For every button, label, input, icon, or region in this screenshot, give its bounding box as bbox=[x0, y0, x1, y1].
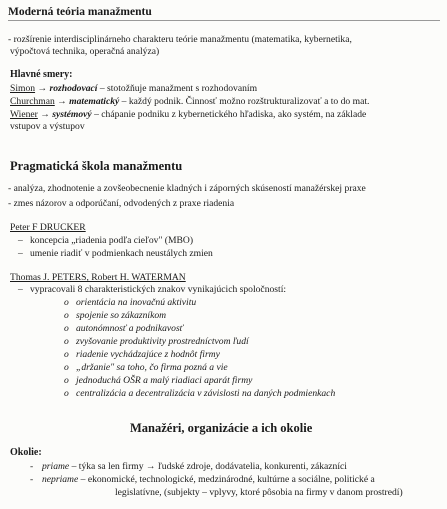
circle-bullet: o bbox=[64, 362, 69, 373]
drucker-name: Peter F DRUCKER bbox=[10, 222, 86, 233]
arrow-icon: → bbox=[40, 109, 50, 120]
pragmatic-desc-line1: - analýza, zhodnotenie a zovšeobecnenie kladných i záporných skúseností manažérskej praxe bbox=[8, 183, 366, 194]
dash-bullet: – bbox=[18, 284, 23, 295]
peters-item bbox=[64, 375, 252, 387]
arrow-icon: → bbox=[57, 96, 67, 107]
okolie-nepriame bbox=[30, 474, 375, 486]
churchman-desc: – každý podnik. Činnosť možno rozštrukturalizovať a to do mat. bbox=[119, 96, 370, 107]
trend-churchman bbox=[10, 96, 369, 108]
peters-item bbox=[64, 310, 166, 322]
simon-desc: – stotožňuje manažment s rozhodovaním bbox=[97, 83, 258, 94]
peters-item-text: orientácia na inovačnú aktivitu bbox=[76, 297, 197, 308]
peters-item-text: „držanie" sa toho, čo firma pozná a vie bbox=[76, 362, 228, 373]
circle-bullet: o bbox=[64, 310, 69, 321]
section-title-managers: Manažéri, organizácie a ich okolie bbox=[130, 421, 313, 435]
circle-bullet: o bbox=[64, 388, 69, 399]
simon-term: rozhodovací bbox=[49, 83, 98, 94]
section-title-modern-theory: Moderná teória manažmentu bbox=[8, 6, 152, 18]
dash-bullet: - bbox=[30, 474, 34, 485]
peters-item bbox=[64, 362, 228, 374]
pragmatic-desc-line2: - zmes názorov a odporúčaní, odvodených z praxe riadenia bbox=[8, 198, 235, 209]
simon-name: Simon bbox=[10, 83, 36, 94]
peters-item-text: riadenie vychádzajúce z hodnôt firmy bbox=[76, 349, 220, 360]
churchman-term: matematický bbox=[69, 96, 120, 107]
nepriame-desc: – ekonomické, technologické, medzinárodné, kultúrne a sociálne, politické a bbox=[78, 474, 375, 485]
peters-item bbox=[64, 336, 249, 348]
peters-item bbox=[64, 297, 196, 309]
drucker-item bbox=[18, 235, 193, 247]
peters-item bbox=[64, 388, 335, 400]
circle-bullet: o bbox=[64, 297, 69, 308]
circle-bullet: o bbox=[64, 323, 69, 334]
dash-bullet: – bbox=[18, 235, 23, 246]
peters-item bbox=[64, 323, 183, 335]
okolie-priame bbox=[30, 461, 347, 473]
trend-wiener bbox=[10, 109, 366, 121]
peters-item-text: jednoduchá OŠR a malý riadiaci aparát firmy bbox=[76, 375, 253, 386]
peters-waterman-name: Thomas J. PETERS, Robert H. WATERMAN bbox=[10, 272, 186, 283]
circle-bullet: o bbox=[64, 375, 69, 386]
dash-bullet: – bbox=[18, 248, 23, 259]
trend-simon bbox=[10, 83, 257, 95]
dash-bullet: - bbox=[30, 461, 34, 472]
drucker-item-text: umenie riadiť v podmienkach neustálych zmien bbox=[30, 248, 213, 259]
main-trends-label: Hlavné smery: bbox=[10, 69, 73, 80]
peters-item-text: spojenie so zákazníkom bbox=[76, 310, 167, 321]
circle-bullet: o bbox=[64, 336, 69, 347]
section-title-pragmatic: Pragmatická škola manažmentu bbox=[10, 159, 183, 173]
churchman-name: Churchman bbox=[10, 96, 55, 107]
arrow-icon: → bbox=[37, 83, 48, 94]
wiener-term: systémový bbox=[52, 109, 92, 120]
peters-item-text: zvyšovanie produktivity prostredníctvom ľudí bbox=[76, 336, 249, 347]
peters-item-text: autonómnosť a podnikavosť bbox=[76, 323, 184, 334]
peters-intro-text: vypracovali 8 charakteristických znakov vynikajúcich spoločností: bbox=[30, 284, 287, 295]
wiener-desc: – chápanie podniku z kybernetického hľadiska, ako systém, na základe bbox=[91, 109, 367, 120]
drucker-item-text: koncepcia „riadenia podľa cieľov" (MBO) bbox=[30, 235, 194, 246]
okolie-label: Okolie: bbox=[10, 447, 42, 458]
nepriame-term: nepriame bbox=[42, 474, 79, 485]
peters-item-text: centralizácia a decentralizácia v závislosti na daných podmienkach bbox=[76, 388, 336, 399]
circle-bullet: o bbox=[64, 349, 69, 360]
peters-item bbox=[64, 349, 220, 361]
modern-desc-line2: výpočtová technika, operačná analýza) bbox=[10, 46, 160, 57]
drucker-item bbox=[18, 248, 213, 260]
wiener-name: Wiener bbox=[10, 109, 38, 120]
modern-desc-line1: - rozšírenie interdisciplinárneho charakteru teórie manažmentu (matematika, kybernetika, bbox=[8, 34, 352, 45]
priame-desc: – týka sa len firmy → ľudské zdroje, dodávatelia, konkurenti, zákazníci bbox=[69, 461, 347, 472]
nepriame-desc-cont: legislatívne, (subjekty – vplyvy, ktoré pôsobia na firmy v danom prostredí) bbox=[115, 487, 403, 498]
priame-term: priame bbox=[42, 461, 70, 472]
top-divider bbox=[8, 20, 440, 21]
wiener-desc-cont: vstupov a výstupov bbox=[10, 121, 85, 132]
peters-intro bbox=[18, 284, 286, 296]
